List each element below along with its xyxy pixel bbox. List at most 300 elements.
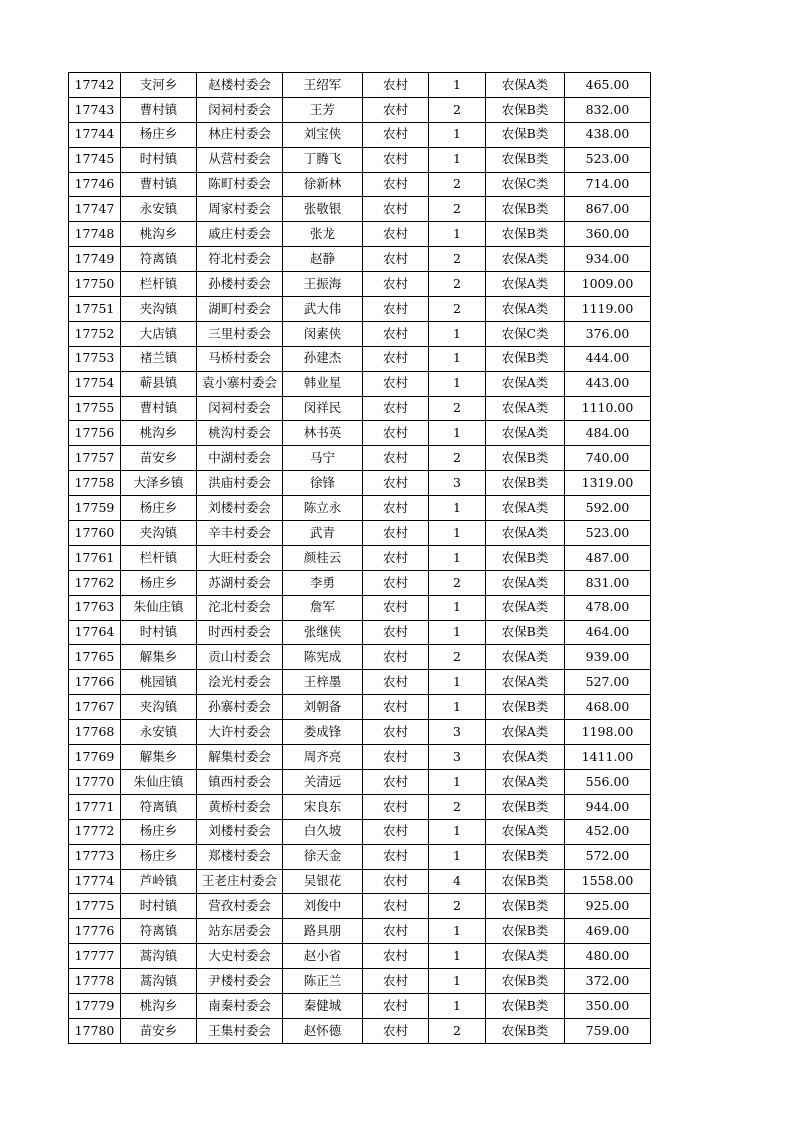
amount-cell: 556.00: [565, 769, 651, 794]
person-name-cell: 闵祥民: [283, 396, 363, 421]
person-name-cell: 徐天金: [283, 844, 363, 869]
household-type-cell: 农村: [363, 695, 429, 720]
table-row: [69, 247, 651, 272]
household-type-cell: 农村: [363, 421, 429, 446]
household-type-cell: 农村: [363, 819, 429, 844]
village-committee-cell: 大史村委会: [197, 944, 283, 969]
record-id-cell: 17751: [69, 297, 121, 322]
person-name-cell: 周齐亮: [283, 745, 363, 770]
table-row: [69, 172, 651, 197]
household-size-cell: 3: [429, 745, 486, 770]
household-size-cell: 1: [429, 521, 486, 546]
record-id-cell: 17756: [69, 421, 121, 446]
village-committee-cell: 刘楼村委会: [197, 496, 283, 521]
village-committee-cell: 孙楼村委会: [197, 272, 283, 297]
record-id-cell: 17767: [69, 695, 121, 720]
table-row: [69, 645, 651, 670]
household-size-cell: 1: [429, 346, 486, 371]
township-cell: 解集乡: [121, 745, 197, 770]
township-cell: 桃沟乡: [121, 993, 197, 1018]
record-id-cell: 17762: [69, 570, 121, 595]
insurance-class-cell: 农保B类: [486, 147, 565, 172]
person-name-cell: 陈正兰: [283, 969, 363, 994]
amount-cell: 438.00: [565, 122, 651, 147]
table-row: [69, 844, 651, 869]
household-type-cell: 农村: [363, 545, 429, 570]
amount-cell: 832.00: [565, 97, 651, 122]
household-size-cell: 1: [429, 371, 486, 396]
person-name-cell: 赵怀德: [283, 1018, 363, 1043]
record-id-cell: 17746: [69, 172, 121, 197]
insurance-class-cell: 农保B类: [486, 969, 565, 994]
household-size-cell: 1: [429, 321, 486, 346]
household-type-cell: 农村: [363, 147, 429, 172]
household-type-cell: 农村: [363, 297, 429, 322]
insurance-class-cell: 农保C类: [486, 321, 565, 346]
record-id-cell: 17744: [69, 122, 121, 147]
table-row: [69, 944, 651, 969]
record-id-cell: 17752: [69, 321, 121, 346]
household-size-cell: 2: [429, 272, 486, 297]
insurance-class-cell: 农保B类: [486, 122, 565, 147]
table-row: [69, 421, 651, 446]
village-committee-cell: 时西村委会: [197, 620, 283, 645]
household-type-cell: 农村: [363, 570, 429, 595]
record-id-cell: 17780: [69, 1018, 121, 1043]
household-size-cell: 3: [429, 471, 486, 496]
household-type-cell: 农村: [363, 993, 429, 1018]
household-size-cell: 2: [429, 172, 486, 197]
record-id-cell: 17766: [69, 670, 121, 695]
record-id-cell: 17777: [69, 944, 121, 969]
insurance-class-cell: 农保A类: [486, 421, 565, 446]
person-name-cell: 林书英: [283, 421, 363, 446]
township-cell: 永安镇: [121, 197, 197, 222]
amount-cell: 478.00: [565, 595, 651, 620]
insurance-class-cell: 农保B类: [486, 869, 565, 894]
village-committee-cell: 解集村委会: [197, 745, 283, 770]
village-committee-cell: 郑楼村委会: [197, 844, 283, 869]
household-type-cell: 农村: [363, 346, 429, 371]
township-cell: 符离镇: [121, 794, 197, 819]
household-size-cell: 2: [429, 894, 486, 919]
table-row: [69, 1018, 651, 1043]
village-committee-cell: 闵祠村委会: [197, 97, 283, 122]
insurance-class-cell: 农保B类: [486, 993, 565, 1018]
household-type-cell: 农村: [363, 197, 429, 222]
amount-cell: 831.00: [565, 570, 651, 595]
township-cell: 大店镇: [121, 321, 197, 346]
table-row: [69, 969, 651, 994]
table-row: [69, 222, 651, 247]
household-type-cell: 农村: [363, 794, 429, 819]
household-size-cell: 2: [429, 446, 486, 471]
household-size-cell: 4: [429, 869, 486, 894]
person-name-cell: 路具朋: [283, 919, 363, 944]
amount-cell: 1411.00: [565, 745, 651, 770]
table-row: [69, 993, 651, 1018]
household-size-cell: 1: [429, 620, 486, 645]
township-cell: 杨庄乡: [121, 122, 197, 147]
record-id-cell: 17742: [69, 73, 121, 98]
village-committee-cell: 洪庙村委会: [197, 471, 283, 496]
table-row: [69, 396, 651, 421]
insurance-class-cell: 农保A类: [486, 595, 565, 620]
household-type-cell: 农村: [363, 1018, 429, 1043]
person-name-cell: 关清远: [283, 769, 363, 794]
household-type-cell: 农村: [363, 446, 429, 471]
person-name-cell: 娄成锋: [283, 720, 363, 745]
household-type-cell: 农村: [363, 321, 429, 346]
household-size-cell: 1: [429, 496, 486, 521]
insurance-class-cell: 农保A类: [486, 745, 565, 770]
township-cell: 苗安乡: [121, 1018, 197, 1043]
person-name-cell: 宋良东: [283, 794, 363, 819]
household-type-cell: 农村: [363, 620, 429, 645]
village-committee-cell: 孙寨村委会: [197, 695, 283, 720]
record-id-cell: 17743: [69, 97, 121, 122]
table-row: [69, 570, 651, 595]
household-type-cell: 农村: [363, 720, 429, 745]
record-id-cell: 17748: [69, 222, 121, 247]
household-size-cell: 2: [429, 570, 486, 595]
amount-cell: 740.00: [565, 446, 651, 471]
household-size-cell: 1: [429, 122, 486, 147]
person-name-cell: 张敬银: [283, 197, 363, 222]
amount-cell: 527.00: [565, 670, 651, 695]
person-name-cell: 武大伟: [283, 297, 363, 322]
record-id-cell: 17754: [69, 371, 121, 396]
insurance-class-cell: 农保A类: [486, 720, 565, 745]
amount-cell: 480.00: [565, 944, 651, 969]
township-cell: 曹村镇: [121, 97, 197, 122]
insurance-class-cell: 农保B类: [486, 222, 565, 247]
household-type-cell: 农村: [363, 73, 429, 98]
person-name-cell: 李勇: [283, 570, 363, 595]
amount-cell: 443.00: [565, 371, 651, 396]
village-committee-cell: 王老庄村委会: [197, 869, 283, 894]
village-committee-cell: 湖町村委会: [197, 297, 283, 322]
person-name-cell: 秦健城: [283, 993, 363, 1018]
table-row: [69, 720, 651, 745]
person-name-cell: 刘俊中: [283, 894, 363, 919]
household-size-cell: 2: [429, 794, 486, 819]
village-committee-cell: 中湖村委会: [197, 446, 283, 471]
table-row: [69, 73, 651, 98]
record-id-cell: 17757: [69, 446, 121, 471]
household-size-cell: 2: [429, 247, 486, 272]
township-cell: 时村镇: [121, 894, 197, 919]
insurance-class-cell: 农保B类: [486, 894, 565, 919]
household-type-cell: 农村: [363, 844, 429, 869]
person-name-cell: 闵素侠: [283, 321, 363, 346]
household-type-cell: 农村: [363, 471, 429, 496]
insurance-class-cell: 农保A类: [486, 645, 565, 670]
table-row: [69, 371, 651, 396]
township-cell: 曹村镇: [121, 396, 197, 421]
insurance-class-cell: 农保B类: [486, 620, 565, 645]
insurance-class-cell: 农保A类: [486, 944, 565, 969]
record-id-cell: 17758: [69, 471, 121, 496]
household-type-cell: 农村: [363, 969, 429, 994]
household-size-cell: 1: [429, 670, 486, 695]
table-row: [69, 297, 651, 322]
person-name-cell: 张继侠: [283, 620, 363, 645]
amount-cell: 944.00: [565, 794, 651, 819]
township-cell: 苗安乡: [121, 446, 197, 471]
record-id-cell: 17776: [69, 919, 121, 944]
record-id-cell: 17769: [69, 745, 121, 770]
record-id-cell: 17764: [69, 620, 121, 645]
household-type-cell: 农村: [363, 894, 429, 919]
household-size-cell: 1: [429, 222, 486, 247]
village-committee-cell: 王集村委会: [197, 1018, 283, 1043]
person-name-cell: 陈宪成: [283, 645, 363, 670]
village-committee-cell: 大旺村委会: [197, 545, 283, 570]
village-committee-cell: 南秦村委会: [197, 993, 283, 1018]
amount-cell: 867.00: [565, 197, 651, 222]
household-size-cell: 1: [429, 993, 486, 1018]
insurance-class-cell: 农保B类: [486, 97, 565, 122]
record-id-cell: 17768: [69, 720, 121, 745]
insurance-class-cell: 农保A类: [486, 769, 565, 794]
village-committee-cell: 马桥村委会: [197, 346, 283, 371]
amount-cell: 1198.00: [565, 720, 651, 745]
township-cell: 支河乡: [121, 73, 197, 98]
table-row: [69, 272, 651, 297]
amount-cell: 469.00: [565, 919, 651, 944]
record-id-cell: 17779: [69, 993, 121, 1018]
household-type-cell: 农村: [363, 670, 429, 695]
township-cell: 杨庄乡: [121, 819, 197, 844]
table-row: [69, 769, 651, 794]
record-id-cell: 17765: [69, 645, 121, 670]
record-id-cell: 17745: [69, 147, 121, 172]
household-type-cell: 农村: [363, 869, 429, 894]
village-committee-cell: 浍光村委会: [197, 670, 283, 695]
township-cell: 时村镇: [121, 620, 197, 645]
household-size-cell: 1: [429, 421, 486, 446]
record-id-cell: 17749: [69, 247, 121, 272]
township-cell: 时村镇: [121, 147, 197, 172]
village-committee-cell: 从营村委会: [197, 147, 283, 172]
household-type-cell: 农村: [363, 919, 429, 944]
amount-cell: 1119.00: [565, 297, 651, 322]
amount-cell: 452.00: [565, 819, 651, 844]
township-cell: 夹沟镇: [121, 695, 197, 720]
township-cell: 符离镇: [121, 247, 197, 272]
record-id-cell: 17775: [69, 894, 121, 919]
insurance-class-cell: 农保B类: [486, 794, 565, 819]
table-row: [69, 446, 651, 471]
amount-cell: 376.00: [565, 321, 651, 346]
household-size-cell: 1: [429, 147, 486, 172]
amount-cell: 934.00: [565, 247, 651, 272]
township-cell: 朱仙庄镇: [121, 769, 197, 794]
insurance-class-cell: 农保A类: [486, 819, 565, 844]
township-cell: 杨庄乡: [121, 844, 197, 869]
table-row: [69, 695, 651, 720]
table-row: [69, 670, 651, 695]
table-row: [69, 745, 651, 770]
insurance-class-cell: 农保C类: [486, 172, 565, 197]
person-name-cell: 赵小省: [283, 944, 363, 969]
amount-cell: 925.00: [565, 894, 651, 919]
amount-cell: 523.00: [565, 147, 651, 172]
table-row: [69, 894, 651, 919]
insurance-class-cell: 农保A类: [486, 272, 565, 297]
table-row: [69, 545, 651, 570]
village-committee-cell: 赵楼村委会: [197, 73, 283, 98]
village-committee-cell: 戚庄村委会: [197, 222, 283, 247]
amount-cell: 714.00: [565, 172, 651, 197]
village-committee-cell: 刘楼村委会: [197, 819, 283, 844]
household-size-cell: 1: [429, 969, 486, 994]
household-size-cell: 2: [429, 1018, 486, 1043]
village-committee-cell: 镇西村委会: [197, 769, 283, 794]
amount-cell: 1319.00: [565, 471, 651, 496]
record-id-cell: 17774: [69, 869, 121, 894]
village-committee-cell: 苏湖村委会: [197, 570, 283, 595]
table-row: [69, 496, 651, 521]
record-id-cell: 17750: [69, 272, 121, 297]
table-row: [69, 794, 651, 819]
village-committee-cell: 林庄村委会: [197, 122, 283, 147]
record-id-cell: 17763: [69, 595, 121, 620]
township-cell: 夹沟镇: [121, 297, 197, 322]
person-name-cell: 陈立永: [283, 496, 363, 521]
person-name-cell: 赵静: [283, 247, 363, 272]
household-size-cell: 1: [429, 919, 486, 944]
household-type-cell: 农村: [363, 645, 429, 670]
village-committee-cell: 站东居委会: [197, 919, 283, 944]
roster-body: [69, 73, 651, 1044]
township-cell: 桃沟乡: [121, 421, 197, 446]
record-id-cell: 17747: [69, 197, 121, 222]
township-cell: 栏杆镇: [121, 545, 197, 570]
amount-cell: 1558.00: [565, 869, 651, 894]
village-committee-cell: 陈町村委会: [197, 172, 283, 197]
amount-cell: 372.00: [565, 969, 651, 994]
household-type-cell: 农村: [363, 396, 429, 421]
amount-cell: 468.00: [565, 695, 651, 720]
household-type-cell: 农村: [363, 496, 429, 521]
table-row: [69, 819, 651, 844]
township-cell: 大泽乡镇: [121, 471, 197, 496]
village-committee-cell: 符北村委会: [197, 247, 283, 272]
insurance-class-cell: 农保A类: [486, 496, 565, 521]
table-row: [69, 620, 651, 645]
household-type-cell: 农村: [363, 97, 429, 122]
household-size-cell: 1: [429, 944, 486, 969]
person-name-cell: 吴银花: [283, 869, 363, 894]
record-id-cell: 17760: [69, 521, 121, 546]
household-size-cell: 1: [429, 73, 486, 98]
record-id-cell: 17770: [69, 769, 121, 794]
person-name-cell: 刘宝侠: [283, 122, 363, 147]
insurance-class-cell: 农保A类: [486, 371, 565, 396]
township-cell: 杨庄乡: [121, 570, 197, 595]
township-cell: 朱仙庄镇: [121, 595, 197, 620]
amount-cell: 484.00: [565, 421, 651, 446]
amount-cell: 1009.00: [565, 272, 651, 297]
insurance-class-cell: 农保B类: [486, 471, 565, 496]
household-type-cell: 农村: [363, 595, 429, 620]
village-committee-cell: 辛丰村委会: [197, 521, 283, 546]
household-type-cell: 农村: [363, 172, 429, 197]
household-type-cell: 农村: [363, 272, 429, 297]
person-name-cell: 孙建杰: [283, 346, 363, 371]
person-name-cell: 詹军: [283, 595, 363, 620]
township-cell: 栏杆镇: [121, 272, 197, 297]
amount-cell: 350.00: [565, 993, 651, 1018]
insurance-class-cell: 农保B类: [486, 446, 565, 471]
table-row: [69, 346, 651, 371]
township-cell: 蒿沟镇: [121, 969, 197, 994]
record-id-cell: 17778: [69, 969, 121, 994]
amount-cell: 465.00: [565, 73, 651, 98]
record-id-cell: 17761: [69, 545, 121, 570]
village-committee-cell: 袁小寨村委会: [197, 371, 283, 396]
table-row: [69, 595, 651, 620]
amount-cell: 487.00: [565, 545, 651, 570]
village-committee-cell: 闵祠村委会: [197, 396, 283, 421]
person-name-cell: 丁腾飞: [283, 147, 363, 172]
person-name-cell: 张龙: [283, 222, 363, 247]
person-name-cell: 徐锋: [283, 471, 363, 496]
amount-cell: 759.00: [565, 1018, 651, 1043]
household-type-cell: 农村: [363, 745, 429, 770]
household-type-cell: 农村: [363, 371, 429, 396]
record-id-cell: 17759: [69, 496, 121, 521]
township-cell: 杨庄乡: [121, 496, 197, 521]
village-committee-cell: 尹楼村委会: [197, 969, 283, 994]
household-size-cell: 1: [429, 844, 486, 869]
person-name-cell: 颜桂云: [283, 545, 363, 570]
household-type-cell: 农村: [363, 769, 429, 794]
table-row: [69, 197, 651, 222]
benefit-roster-table: [68, 72, 651, 1044]
table-row: [69, 122, 651, 147]
village-committee-cell: 三里村委会: [197, 321, 283, 346]
insurance-class-cell: 农保B类: [486, 545, 565, 570]
township-cell: 桃沟乡: [121, 222, 197, 247]
household-size-cell: 1: [429, 695, 486, 720]
person-name-cell: 王振海: [283, 272, 363, 297]
insurance-class-cell: 农保A类: [486, 247, 565, 272]
table-row: [69, 471, 651, 496]
village-committee-cell: 贡山村委会: [197, 645, 283, 670]
township-cell: 永安镇: [121, 720, 197, 745]
amount-cell: 523.00: [565, 521, 651, 546]
township-cell: 解集乡: [121, 645, 197, 670]
household-size-cell: 2: [429, 645, 486, 670]
person-name-cell: 王绍军: [283, 73, 363, 98]
township-cell: 褚兰镇: [121, 346, 197, 371]
household-size-cell: 3: [429, 720, 486, 745]
household-type-cell: 农村: [363, 944, 429, 969]
insurance-class-cell: 农保A类: [486, 570, 565, 595]
amount-cell: 572.00: [565, 844, 651, 869]
household-type-cell: 农村: [363, 247, 429, 272]
record-id-cell: 17771: [69, 794, 121, 819]
village-committee-cell: 沱北村委会: [197, 595, 283, 620]
record-id-cell: 17755: [69, 396, 121, 421]
record-id-cell: 17772: [69, 819, 121, 844]
township-cell: 芦岭镇: [121, 869, 197, 894]
person-name-cell: 刘朝备: [283, 695, 363, 720]
household-size-cell: 2: [429, 97, 486, 122]
